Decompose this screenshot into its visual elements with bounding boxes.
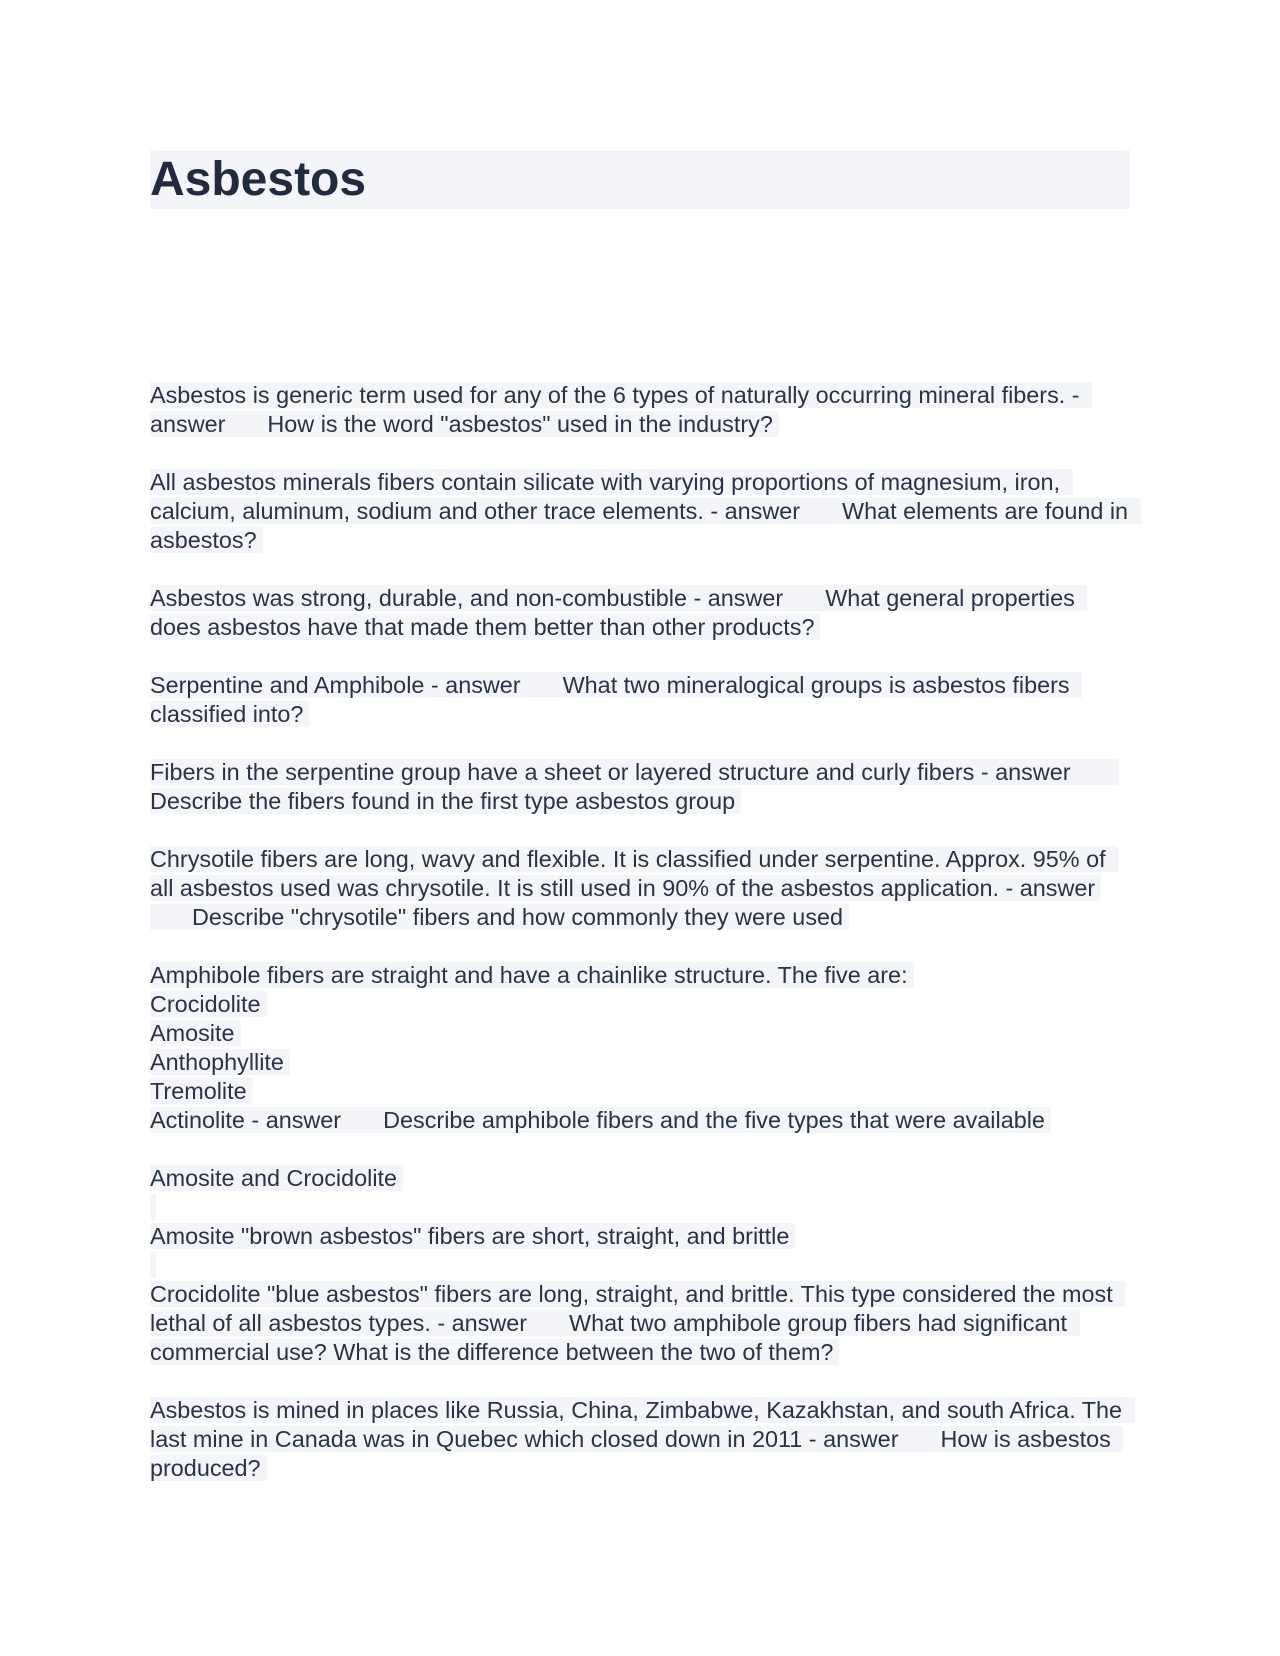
flashcard-entry — [150, 758, 1130, 816]
flashcard-answer: Amosite and Crocidolite Amosite "brown asbestos" fibers are short, straight, and brittle Crocidolite "blue asbestos" fibers are long, straight, and brittle. This type considered the most lethal of all asbestos types. - answer — [150, 1165, 1113, 1336]
document-title: Asbestos — [150, 153, 367, 206]
flashcard-answer: Fibers in the serpentine group have a sheet or layered structure and curly fibers - answer — [150, 759, 1071, 785]
flashcard-entry — [150, 584, 1130, 642]
flashcard-question: How is asbestos produced? — [150, 1426, 1118, 1481]
flashcard-entry — [150, 381, 1130, 439]
flashcard-entry — [150, 468, 1135, 555]
flashcard-entry — [150, 961, 1130, 1135]
title-block — [150, 150, 1130, 209]
flashcard-answer: Chrysotile fibers are long, wavy and flexible. It is classified under serpentine. Approx. 95% of all asbestos used was chrysotile. It is still used in 90% of the asbestos application. - answer — [150, 846, 1113, 901]
flashcard-question: Describe the fibers found in the first type asbestos group — [150, 788, 736, 814]
flashcard-entry — [150, 671, 1130, 729]
flashcard-question: What two amphibole group fibers had significant commercial use? What is the difference between the two of them? — [150, 1310, 1074, 1365]
flashcard-answer: Amphibole fibers are straight and have a chainlike structure. The five are: Crocidolite Amosite Anthophyllite Tremolite Actinolite - answer — [150, 962, 908, 1133]
flashcard-question: What elements are found in asbestos? — [150, 498, 1135, 553]
flashcard-entry — [150, 845, 1130, 932]
flashcard-question: Describe amphibole fibers and the five types that were available — [383, 1107, 1045, 1133]
flashcard-answer: Asbestos was strong, durable, and non-combustible - answer — [150, 585, 784, 611]
flashcard-answer: Asbestos is generic term used for any of the 6 types of naturally occurring mineral fibers. - answer — [150, 382, 1087, 437]
flashcard-question: Describe "chrysotile" fibers and how commonly they were used — [192, 904, 844, 930]
flashcard-answer: Asbestos is mined in places like Russia, China, Zimbabwe, Kazakhstan, and south Africa. The last mine in Canada was in Quebec which closed down in 2011 - answer — [150, 1397, 1129, 1452]
flashcard-answer: All asbestos minerals fibers contain silicate with varying proportions of magnesium, iron, calcium, aluminum, sodium and other trace elements. - answer — [150, 469, 1067, 524]
flashcard-entry — [150, 1396, 1130, 1483]
flashcard-entry — [150, 1164, 1130, 1367]
flashcard-answer: Serpentine and Amphibole - answer — [150, 672, 521, 698]
document-page — [150, 150, 1135, 1481]
flashcard-question: How is the word "asbestos" used in the industry? — [267, 411, 773, 437]
flashcard-question: What general properties does asbestos have that made them better than other products? — [150, 585, 1082, 640]
flashcard-question: What two mineralogical groups is asbestos fibers classified into? — [150, 672, 1077, 727]
flashcard-list — [150, 381, 1135, 1512]
